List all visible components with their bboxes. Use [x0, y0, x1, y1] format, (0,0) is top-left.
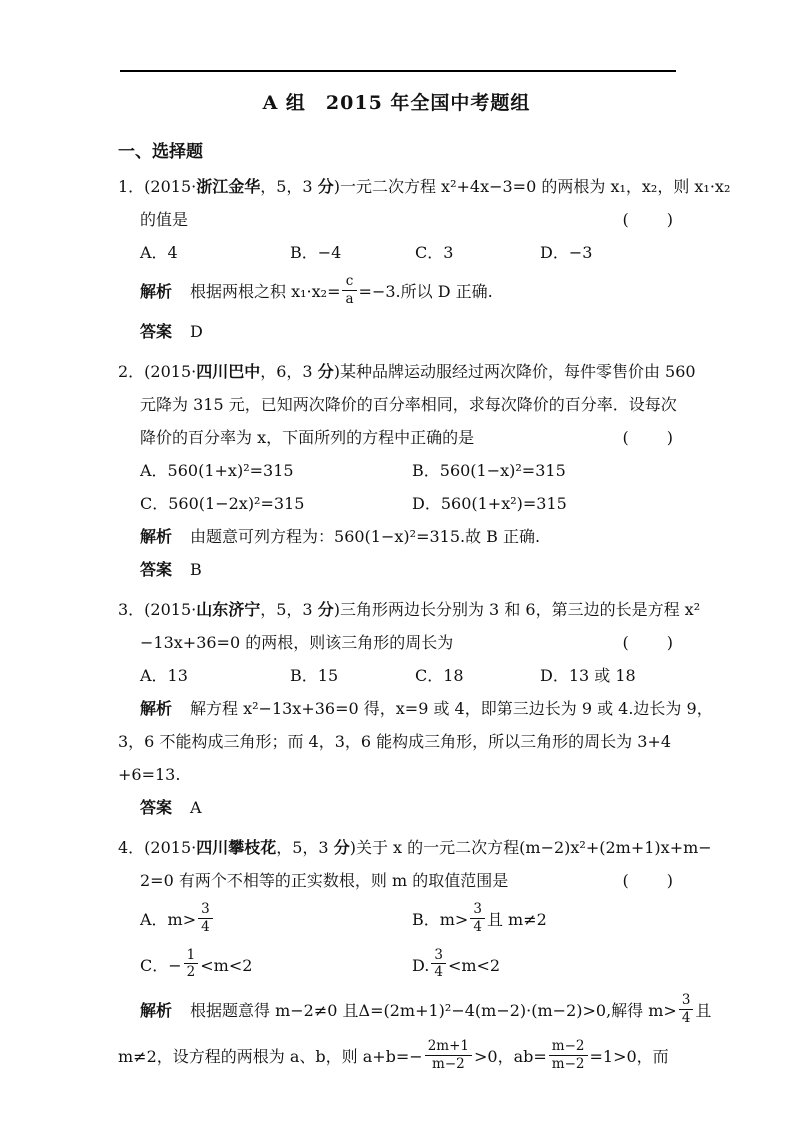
text-segment: B．15	[290, 665, 339, 685]
text-segment: 分	[317, 177, 334, 196]
stem-text	[140, 210, 188, 229]
answer-bracket: ( )	[622, 210, 675, 229]
text-segment: ，5，3	[260, 177, 318, 196]
fraction: $\frac{1}{2}$	[184, 947, 199, 982]
analysis-line	[140, 275, 675, 310]
text-segment: <m<2	[200, 955, 253, 975]
option-d	[412, 946, 501, 984]
text-segment: 山东济宁	[196, 599, 261, 619]
question-stem-line	[140, 870, 675, 892]
text-segment: 降价的百分率为 x，下面所列的方程中正确的是	[140, 427, 475, 447]
text-segment: 分	[317, 361, 334, 381]
analysis-line	[118, 731, 675, 753]
text-segment: D．13 或 18	[540, 665, 636, 685]
text-segment: )一元二次方程 x²+4x−3=0 的两根为 x₁，x₂，则 x₁·x₂	[333, 177, 731, 196]
analysis-text	[190, 273, 493, 307]
text-segment: B．560(1−x)²=315	[412, 460, 566, 480]
question-stem-line	[118, 176, 731, 198]
text-segment: 元降为 315 元，已知两次降价的百分率相同，求每次降价的百分率．设每次	[140, 394, 677, 414]
text-segment: D．−3	[540, 243, 593, 262]
text-segment: 根据题意得 m−2≠0 且Δ=(2m+1)²−4(m−2)·(m−2)>0,解得 m>	[190, 1001, 677, 1021]
text-segment: =−3.所以 D 正确.	[358, 281, 493, 301]
option-c	[415, 242, 540, 264]
text-segment: A．m>	[140, 909, 197, 929]
answer-bracket: ( )	[622, 632, 675, 652]
header-rule	[120, 70, 676, 72]
analysis-text	[190, 699, 713, 718]
options-row	[140, 460, 675, 482]
text-segment: 2．(2015·	[118, 361, 197, 381]
analysis-line	[118, 1040, 675, 1075]
text-segment: ，5，3	[260, 599, 318, 619]
fraction: $\frac{3}{4}$	[431, 947, 446, 982]
options-row	[140, 242, 675, 264]
option-d	[540, 665, 636, 687]
analysis-line	[140, 992, 712, 1029]
text-segment: 四川攀枝花	[196, 837, 277, 857]
text-segment: 1．(2015·	[118, 177, 197, 196]
text-segment: 分	[317, 599, 334, 619]
text-segment: 且 m≠2	[486, 909, 547, 929]
question-stem-line	[140, 209, 675, 231]
stem-text	[140, 428, 474, 447]
text-segment: 3．(2015·	[118, 599, 197, 619]
question-stem-line	[140, 394, 675, 416]
option-d	[540, 242, 592, 264]
text-segment: A．560(1+x)²=315	[140, 460, 294, 480]
text-segment: )某种品牌运动服经过两次降价，每件零售价由 560	[333, 361, 696, 381]
analysis-label: 解析	[140, 281, 173, 301]
text-segment: 3，6 不能构成三角形；而 4，3，6 能构成三角形，所以三角形的周长为 3+4	[118, 731, 672, 751]
text-segment: ，5，3	[276, 837, 334, 857]
option-a	[140, 242, 290, 264]
question-4	[118, 837, 712, 1075]
text-segment: 2=0 有两个不相等的正实数根，则 m 的取值范围是	[140, 870, 509, 890]
text-segment: B．−4	[290, 243, 342, 262]
option-b	[290, 242, 415, 264]
text-segment: 的值是	[140, 210, 189, 229]
answer-bracket: ( )	[622, 427, 675, 447]
page-title: A 组 2015 年全国中考题组	[262, 92, 531, 114]
answer-label: 答案	[140, 797, 173, 817]
text-segment: 根据两根之积 x₁·x₂=	[190, 281, 341, 301]
question-stem-line	[140, 427, 675, 449]
answer-label: 答案	[140, 321, 173, 341]
text-segment: 解方程 x²−13x+36=0 得，x=9 或 4，即第三边长为 9 或 4.边长为 9，	[190, 698, 713, 718]
answer-label: 答案	[140, 559, 173, 579]
answer-line	[140, 559, 675, 581]
text-segment: C．3	[415, 243, 454, 262]
section-heading: 一、选择题	[118, 142, 203, 162]
option-b	[290, 665, 415, 687]
text-segment: C．560(1−2x)²=315	[140, 493, 305, 513]
analysis-label: 解析	[140, 698, 173, 718]
question-stem-line	[118, 361, 696, 383]
answer-bracket: ( )	[622, 870, 675, 890]
option-c	[140, 946, 412, 984]
text-segment: )关于 x 的一元二次方程(m−2)x²+(2m+1)x+m−	[349, 837, 712, 857]
analysis-text	[190, 992, 712, 1027]
text-segment: 由题意可列方程为：560(1−x)²=315.故 B 正确.	[190, 526, 541, 546]
options-row	[140, 946, 675, 984]
option-b	[412, 900, 547, 938]
option-a	[140, 460, 412, 482]
fraction: $\frac{3}{4}$	[198, 901, 213, 936]
stem-text	[140, 633, 453, 652]
text-segment: >0，ab=	[474, 1046, 547, 1066]
answer-value: B	[190, 559, 202, 579]
answer-value: D	[190, 321, 203, 341]
fraction: $\frac{m-2}{m-2}$	[549, 1038, 588, 1073]
options-row	[140, 665, 675, 687]
analysis-line	[140, 526, 675, 548]
question-3	[118, 599, 713, 819]
analysis-label: 解析	[140, 1001, 173, 1021]
text-segment: 4．(2015·	[118, 837, 197, 857]
text-segment: 且	[695, 1001, 712, 1021]
question-2	[118, 361, 696, 581]
text-segment: )三角形两边长分别为 3 和 6，第三边的长是方程 x²	[333, 599, 701, 619]
question-stem-line	[118, 599, 701, 621]
text-segment: −13x+36=0 的两根，则该三角形的周长为	[140, 632, 454, 652]
fraction: $\frac{3}{4}$	[470, 901, 485, 936]
fraction: $\frac{2m+1}{m-2}$	[425, 1038, 472, 1073]
option-c	[415, 665, 540, 687]
text-segment: C．−	[140, 955, 182, 975]
analysis-text	[190, 527, 540, 546]
text-segment: 分	[333, 837, 350, 857]
text-segment: D．560(1+x²)=315	[412, 493, 567, 513]
option-b	[412, 460, 566, 482]
analysis-label: 解析	[140, 526, 173, 546]
option-c	[140, 493, 412, 515]
question-stem-line	[140, 632, 675, 654]
answer-value: A	[190, 797, 202, 817]
text-segment: A．4	[140, 243, 178, 262]
text-segment: m≠2，设方程的两根为 a、b，则 a+b=−	[118, 1046, 423, 1066]
text-segment: D.	[412, 955, 430, 975]
analysis-line	[118, 764, 675, 786]
question-1	[118, 176, 731, 343]
analysis-line	[140, 698, 713, 720]
text-segment: 浙江金华	[196, 177, 261, 196]
option-d	[412, 493, 567, 515]
text-segment: +6=13.	[118, 764, 181, 784]
options-row	[140, 493, 675, 515]
text-segment: =1>0，而	[589, 1046, 669, 1066]
option-a	[140, 665, 290, 687]
text-segment: <m<2	[447, 955, 501, 975]
text-segment: B．m>	[412, 909, 469, 929]
fraction: $\frac{3}{4}$	[679, 992, 694, 1027]
text-segment: 四川巴中	[196, 361, 261, 381]
text-segment: C．18	[415, 665, 464, 685]
question-stem-line	[118, 837, 712, 859]
options-row	[140, 900, 675, 938]
stem-text	[140, 871, 508, 890]
answer-line	[140, 797, 675, 819]
fraction: $\frac{c}{a}$	[342, 273, 356, 308]
answer-line	[140, 321, 675, 343]
option-a	[140, 900, 412, 938]
text-segment: ，6，3	[260, 361, 318, 381]
text-segment: A．13	[140, 665, 188, 685]
